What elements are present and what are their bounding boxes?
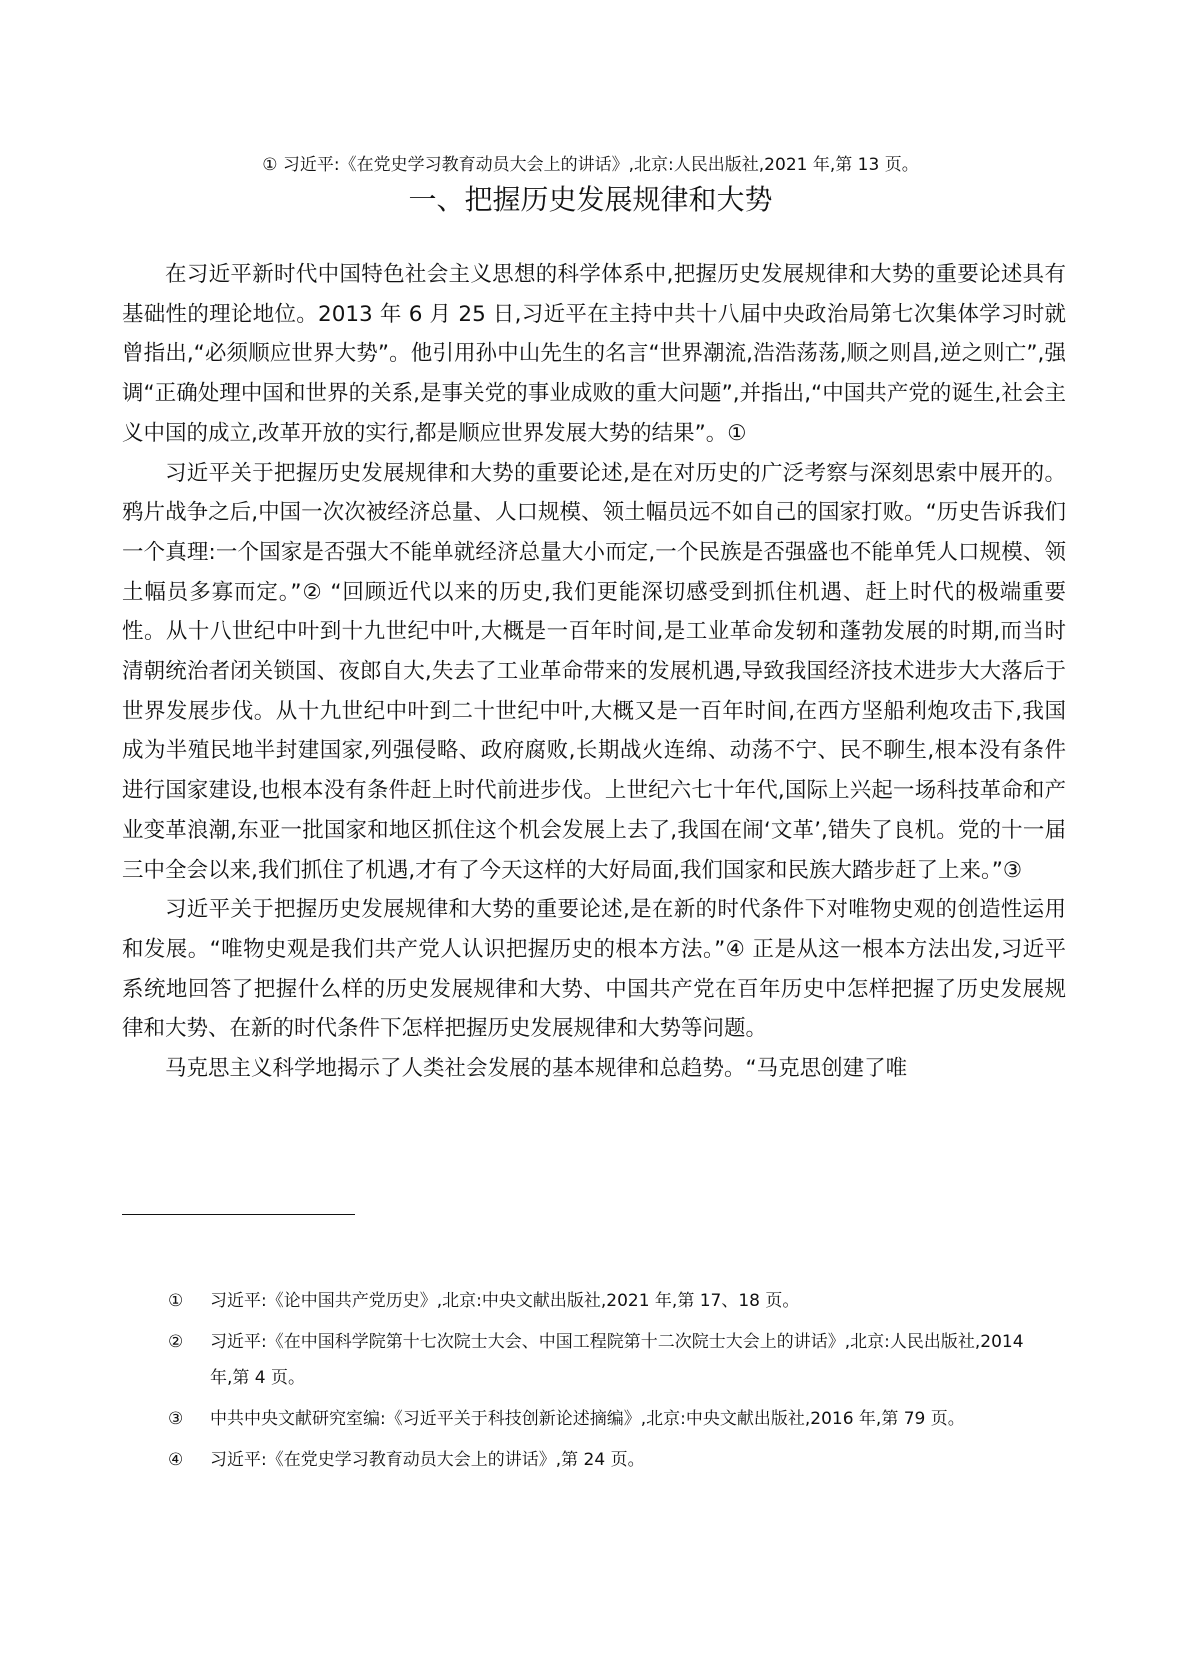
footnote-number: ④ (168, 1450, 184, 1470)
footnote-number: ③ (168, 1409, 184, 1429)
paragraph: 马克思主义科学地揭示了人类社会发展的基本规律和总趋势。“马克思创建了唯 (165, 1056, 908, 1082)
footnote (168, 1283, 1028, 1319)
body-text (122, 255, 1066, 1089)
footnote-number: ② (168, 1332, 184, 1352)
footnote-text: 习近平:《在中国科学院第十七次院士大会、中国工程院第十二次院士大会上的讲话》,北京:人民出版社,2014 年,第 4 页。 (210, 1332, 1024, 1388)
top-footnote-carryover: ① 习近平:《在党史学习教育动员大会上的讲话》,北京:人民出版社,2021 年,第 13 页。 (262, 155, 919, 175)
footnote-number: ① (168, 1291, 184, 1311)
footnote-text: 习近平:《论中国共产党历史》,北京:中央文献出版社,2021 年,第 17、18 页。 (210, 1291, 800, 1311)
paragraph: 习近平关于把握历史发展规律和大势的重要论述,是在新的时代条件下对唯物史观的创造性运用和发展。“唯物史观是我们共产党人认识把握历史的根本方法。”④ 正是从这一根本方法出发,习近平系统地回答了把握什么样的历史发展规律和大势、中国共产党在百年历史中怎样把握了历史发展规律和大势、在新的时代条件下怎样把握历史发展规律和大势等问题。 (122, 897, 1066, 1042)
footnote-separator (122, 1214, 355, 1215)
section-title: 一、把握历史发展规律和大势 (408, 183, 773, 216)
footnote (168, 1442, 1028, 1478)
footnote-text: 习近平:《在党史学习教育动员大会上的讲话》,第 24 页。 (210, 1450, 645, 1470)
footnotes (168, 1283, 1028, 1483)
footnote (168, 1401, 1028, 1437)
paragraph: 习近平关于把握历史发展规律和大势的重要论述,是在对历史的广泛考察与深刻思索中展开的。鸦片战争之后,中国一次次被经济总量、人口规模、领土幅员远不如自己的国家打败。“历史告诉我们一个真理:一个国家是否强大不能单就经济总量大小而定,一个民族是否强盛也不能单凭人口规模、领土幅员多寡而定。”② “回顾近代以来的历史,我们更能深切感受到抓住机遇、赶上时代的极端重要性。从十八世纪中叶到十九世纪中叶,大概是一百年时间,是工业革命发轫和蓬勃发展的时期,而当时清朝统治者闭关锁国、夜郎自大,失去了工业革命带来的发展机遇,导致我国经济技术进步大大落后于世界发展步伐。从十九世纪中叶到二十世纪中叶,大概又是一百年时间,在西方坚船利炮攻击下,我国成为半殖民地半封建国家,列强侵略、政府腐败,长期战火连绵、动荡不宁、民不聊生,根本没有条件进行国家建设,也根本没有条件赶上时代前进步伐。上世纪六七十年代,国际上兴起一场科技革命和产业变革浪潮,东亚一批国家和地区抓住这个机会发展上去了,我国在闹‘文革’,错失了良机。党的十一届三中全会以来,我们抓住了机遇,才有了今天这样的大好局面,我们国家和民族大踏步赶了上来。”③ (122, 460, 1066, 883)
footnote-text: 中共中央文献研究室编:《习近平关于科技创新论述摘编》,北京:中央文献出版社,2016 年,第 79 页。 (210, 1409, 965, 1429)
paragraph: 在习近平新时代中国特色社会主义思想的科学体系中,把握历史发展规律和大势的重要论述具有基础性的理论地位。2013 年 6 月 25 日,习近平在主持中共十八届中央政治局第七次集体学习时就曾指出,“必须顺应世界大势”。他引用孙中山先生的名言“世界潮流,浩浩荡荡,顺之则昌,逆之则亡”,强调“正确处理中国和世界的关系,是事关党的事业成败的重大问题”,并指出,“中国共产党的诞生,社会主义中国的成立,改革开放的实行,都是顺应世界发展大势的结果”。① (122, 262, 1066, 446)
footnote (168, 1324, 1028, 1396)
